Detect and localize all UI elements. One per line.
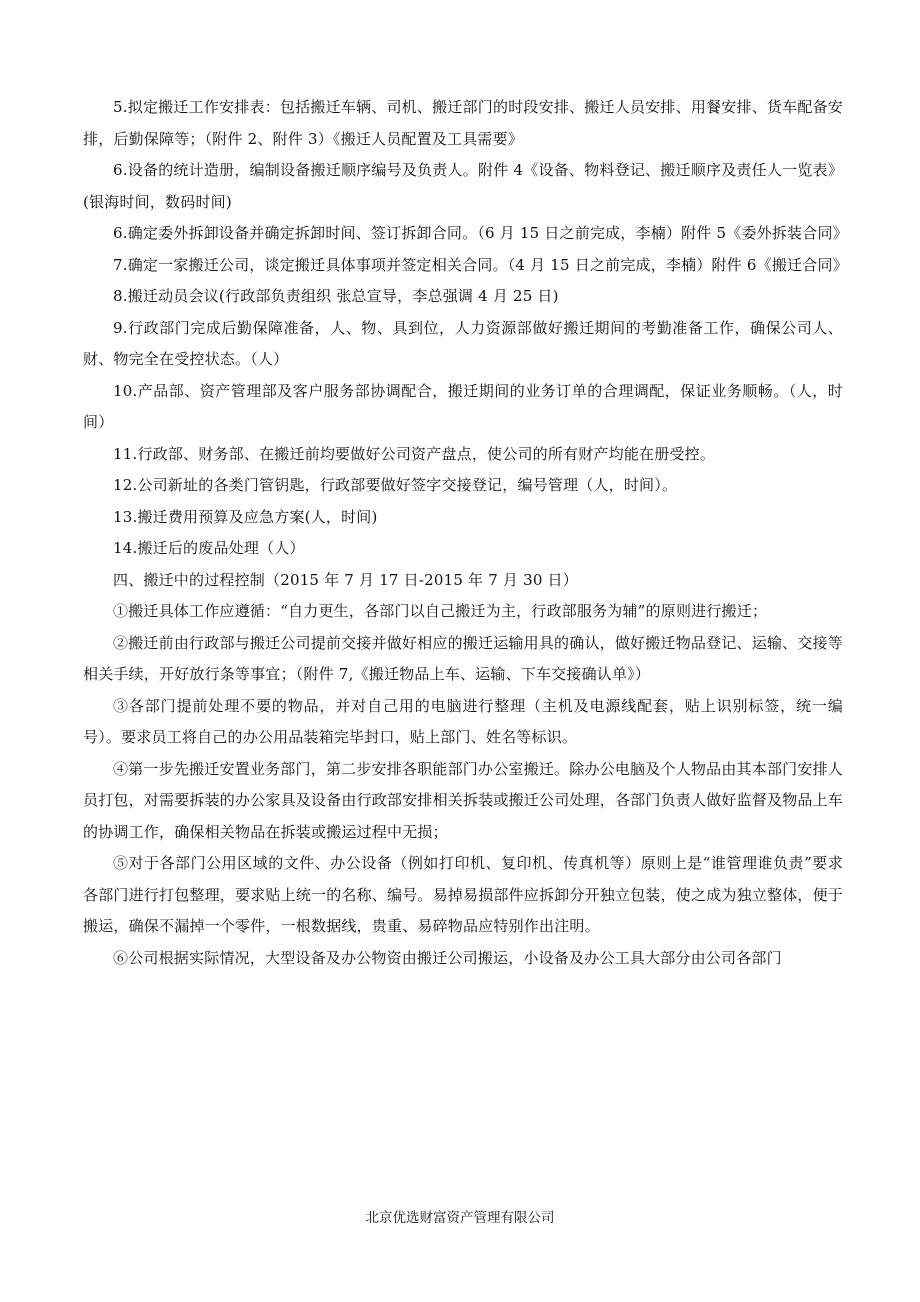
paragraph-9-logistics: 9.行政部门完成后勤保障准备，人、物、具到位，人力资源部做好搬迁期间的考勤准备工作，确保公司人、财、物完全在受控状态。（人） bbox=[83, 318, 843, 368]
paragraph-circled-3: ③各部门提前处理不要的物品，并对自己用的电脑进行整理（主机及电源线配套，贴上识别标签，统一编号）。要求员工将自己的办公用品装箱完毕封口，贴上部门、姓名等标识。 bbox=[83, 696, 843, 746]
paragraph-circled-4: ④第一步先搬迁安置业务部门，第二步安排各职能部门办公室搬迁。除办公电脑及个人物品由其本部门安排人员打包，对需要拆装的办公家具及设备由行政部安排相关拆装或搬迁公司处理，各部门负责人做好监督及物品上车的协调工作，确保相关物品在拆装或搬运过程中无损； bbox=[83, 759, 844, 841]
paragraph-10-business-coordination: 10.产品部、资产管理部及客户服务部协调配合，搬迁期间的业务订单的合理调配，保证业务顺畅。（人，时间） bbox=[83, 381, 843, 431]
paragraph-7-moving-company: 7.确定一家搬迁公司，谈定搬迁具体事项并签定相关合同。（4 月 15 日之前完成，李楠）附件 6《搬迁合同》 bbox=[113, 255, 848, 274]
paragraph-circled-1: ①搬迁具体工作应遵循：“自力更生，各部门以自己搬迁为主，行政部服务为辅”的原则进行搬迁； bbox=[113, 602, 768, 620]
paragraph-circled-2: ②搬迁前由行政部与搬迁公司提前交接并做好相应的搬迁运输用具的确认，做好搬迁物品登记、运输、交接等相关手续，开好放行条等事宜；（附件 7,《搬迁物品上车、运输、下车交接确认单》） bbox=[83, 633, 843, 683]
paragraph-12-keys: 12.公司新址的各类门管钥匙，行政部要做好签字交接登记，编号管理（人，时间）。 bbox=[113, 476, 678, 494]
paragraph-13-budget: 13.搬迁费用预算及应急方案(人，时间) bbox=[113, 507, 378, 526]
paragraph-circled-6: ⑥公司根据实际情况，大型设备及办公物资由搬迁公司搬运，小设备及办公工具大部分由公司各部门 bbox=[113, 948, 782, 967]
paragraph-6-dismantling-contract: 6.确定委外拆卸设备并确定拆卸时间、签订拆卸合同。（6 月 15 日之前完成，李楠）附件 5《委外拆装合同》 bbox=[113, 224, 848, 242]
paragraph-11-asset-inventory: 11.行政部、财务部、在搬迁前均要做好公司资产盘点，使公司的所有财产均能在册受控。 bbox=[113, 444, 716, 463]
paragraph-circled-5: ⑤对于各部门公用区域的文件、办公设备（例如打印机、复印机、传真机等）原则上是“谁管理谁负责”要求各部门进行打包整理，要求贴上统一的名称、编号。易掉易损部件应拆卸分开独立包装，使之成为独立整体，便于搬运，确保不漏掉一个零件，一根数据线，贵重、易碎物品应特别作出注明。 bbox=[83, 854, 844, 935]
section-heading-process-control: 四、搬迁中的过程控制（2015 年 7 月 17 日-2015 年 7 月 30 日） bbox=[113, 570, 578, 589]
paragraph-8-mobilization-meeting: 8.搬迁动员会议(行政部负责组织 张总宣导，李总强调 4 月 25 日) bbox=[113, 287, 559, 305]
page-footer-company: 北京优选财富资产管理有限公司 bbox=[365, 1210, 555, 1226]
document-body bbox=[83, 92, 848, 974]
paragraph-5-schedule: 5.拟定搬迁工作安排表：包括搬迁车辆、司机、搬迁部门的时段安排、搬迁人员安排、用餐安排、货车配备安排，后勤保障等；（附件 2、附件 3）《搬迁人员配置及工具需要》 bbox=[83, 98, 843, 148]
paragraph-14-waste: 14.搬迁后的废品处理（人） bbox=[113, 539, 305, 557]
paragraph-6-equipment-register: 6.设备的统计造册，编制设备搬迁顺序编号及负责人。附件 4《设备、物料登记、搬迁顺序及责任人一览表》(银海时间，数码时间) bbox=[83, 161, 843, 211]
